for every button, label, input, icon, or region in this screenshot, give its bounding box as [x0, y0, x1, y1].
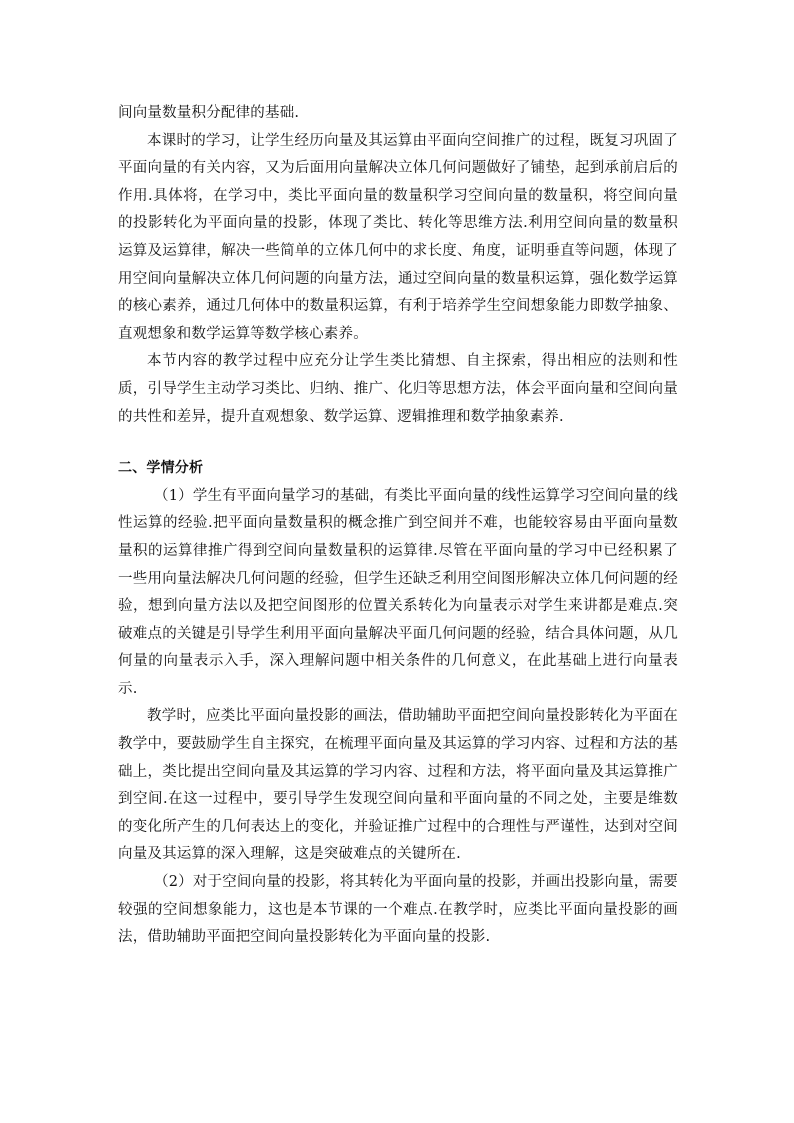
paragraph-course-overview: 本课时的学习，让学生经历向量及其运算由平面向空间推广的过程，既复习巩固了平面向量的有关内容，又为后面用向量解决立体几何问题做好了铺垫，起到承前启后的作用.具体将，在学习中，类比平面向量的数量积学习空间向量的数量积，将空间向量的投影转化为平面向量的投影，体现了类比、转化等思维方法.利用空间向量的数量积运算及运算律，解决一些简单的立体几何中的求长度、角度，证明垂直等问题，体现了用空间向量解决立体几何问题的向量方法，通过空间向量的数量积运算，强化数学运算的核心素养，通过几何体中的数量积运算，有利于培养学生空间想象能力即数学抽象、直观想象和数学运算等数学核心素养。 — [118, 132, 678, 342]
paragraph-continuation: 间向量数量积分配律的基础. — [118, 105, 300, 121]
paragraph-student-analysis-2: （2）对于空间向量的投影，将其转化为平面向量的投影，并画出投影向量，需要较强的空间想象能力，这也是本节课的一个难点.在教学时，应类比平面向量投影的画法，借助辅助平面把空间向量投影转化为平面向量的投影. — [118, 874, 678, 946]
paragraph-student-analysis-1: （1）学生有平面向量学习的基础，有类比平面向量的线性运算学习空间向量的线性运算的经验.把平面向量数量积的概念推广到空间并不难，也能较容易由平面向量数量积的运算律推广得到空间向量数量积的运算律.尽管在平面向量的学习中已经积累了一些用向量法解决几何问题的经验，但学生还缺乏利用空间图形解决立体几何问题的经验，想到向量方法以及把空间图形的位置关系转化为向量表示对学生来讲都是难点.突破难点的关键是引导学生利用平面向量解决平面几何问题的经验，结合具体问题，从几何量的向量表示入手，深入理解问题中相关条件的几何意义，在此基础上进行向量表示. — [118, 487, 678, 697]
paragraph-teaching-method: 教学时，应类比平面向量投影的画法，借助辅助平面把空间向量投影转化为平面在教学中，要鼓励学生自主探究，在梳理平面向量及其运算的学习内容、过程和方法的基础上，类比提出空间向量及其运算的学习内容、过程和方法，将平面向量及其运算推广到空间.在这一过程中，要引导学生发现空间向量和平面向量的不同之处，主要是维数的变化所产生的几何表达上的变化，并验证推广过程中的合理性与严谨性，达到对空间向量及其运算的深入理解，这是突破难点的关键所在. — [118, 708, 678, 863]
section-heading-student-analysis: 二、学情分析 — [118, 460, 204, 477]
paragraph-teaching-process: 本节内容的教学过程中应充分让学生类比猜想、自主探索，得出相应的法则和性质，引导学生主动学习类比、归纳、推广、化归等思想方法，体会平面向量和空间向量的共性和差异，提升直观想象、数学运算、逻辑推理和数学抽象素养. — [118, 353, 678, 425]
document-page — [118, 100, 678, 952]
